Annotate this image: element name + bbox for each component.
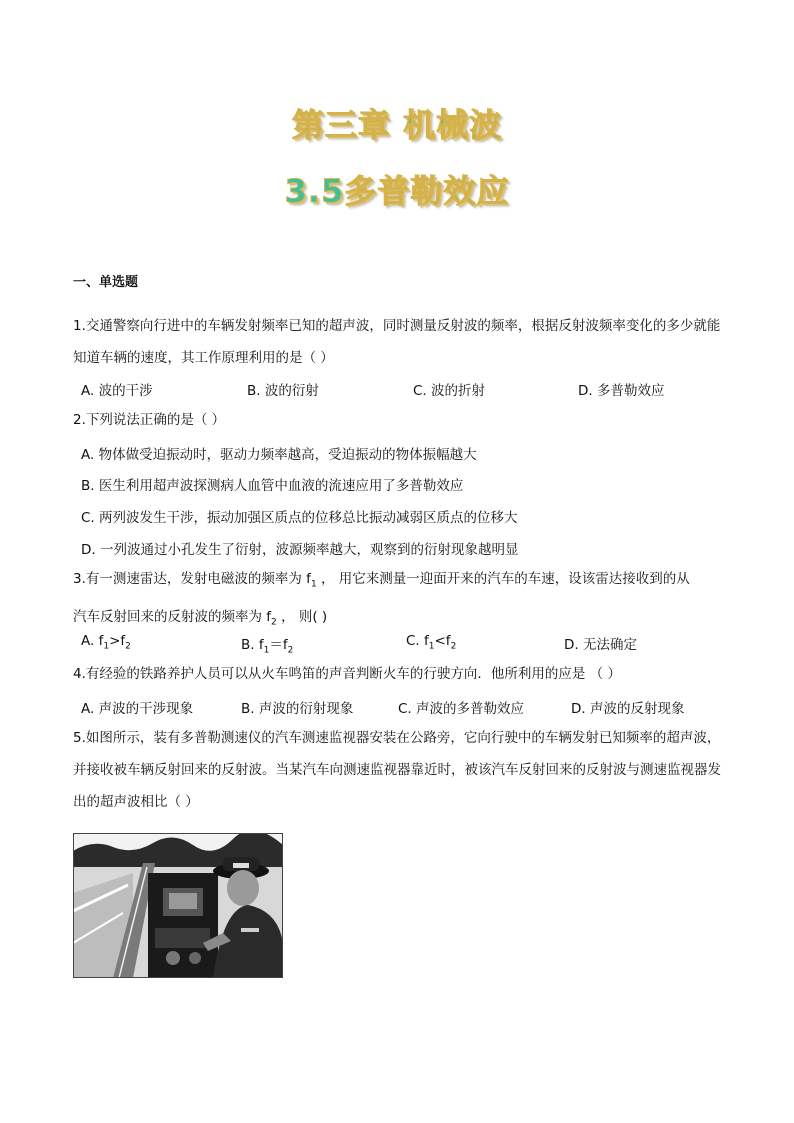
q2-option-d[interactable]: D. 一列波通过小孔发生了衍射，波源频率越大，观察到的衍射现象越明显 bbox=[81, 542, 519, 558]
q4-option-a[interactable]: A. 声波的干涉现象 bbox=[81, 701, 194, 717]
q3-option-d[interactable]: D. 无法确定 bbox=[564, 637, 637, 653]
q1-option-c[interactable]: C. 波的折射 bbox=[413, 383, 486, 399]
chapter-title: 第三章 机械波 bbox=[291, 106, 503, 144]
q2-option-a[interactable]: A. 物体做受迫振动时，驱动力频率越高，受迫振动的物体振幅越大 bbox=[81, 447, 477, 463]
q4-option-c[interactable]: C. 声波的多普勒效应 bbox=[398, 701, 525, 717]
q2-option-b[interactable]: B. 医生利用超声波探测病人血管中血液的流速应用了多普勒效应 bbox=[81, 478, 464, 494]
section-heading: 一、单选题 bbox=[73, 275, 139, 290]
question-3-line-1: 3.有一测速雷达，发射电磁波的频率为 $f_1$ ， 用它来测量一迎面开来的汽车的车速，设该雷达接收到的从 bbox=[73, 571, 690, 590]
speed-monitor-photo bbox=[73, 833, 283, 978]
lesson-title: 3.5多普勒效应 bbox=[284, 172, 510, 210]
question-2: 2.下列说法正确的是（ ） bbox=[73, 412, 226, 428]
q4-option-d[interactable]: D. 声波的反射现象 bbox=[571, 701, 685, 717]
q4-option-b[interactable]: B. 声波的衍射现象 bbox=[241, 701, 354, 717]
q3-option-a[interactable]: A. $f_1>f_2$ bbox=[81, 633, 131, 652]
q1-option-a[interactable]: A. 波的干涉 bbox=[81, 383, 153, 399]
question-3 bbox=[73, 563, 723, 638]
q1-option-b[interactable]: B. 波的衍射 bbox=[247, 383, 319, 399]
question-1: 1.交通警察向行进中的车辆发射频率已知的超声波，同时测量反射波的频率，根据反射波频率变化的多少就能知道车辆的速度，其工作原理利用的是（ ） bbox=[73, 318, 721, 366]
q3-option-b[interactable]: B. $f_1=f_2$ bbox=[241, 637, 294, 656]
question-5: 5.如图所示，装有多普勒测速仪的汽车测速监视器安装在公路旁，它向行驶中的车辆发射已知频率的超声波，并接收被车辆反射回来的反射波。当某汽车向测速监视器靠近时，被该汽车反射回来的反射波与测速监视器发出的超声波相比（ ） bbox=[73, 730, 721, 810]
question-4: 4.有经验的铁路养护人员可以从火车鸣笛的声音判断火车的行驶方向．他所利用的应是 （ ） bbox=[73, 666, 621, 682]
q2-option-c[interactable]: C. 两列波发生干涉，振动加强区质点的位移总比振动减弱区质点的位移大 bbox=[81, 510, 518, 526]
question-3-line-2: 汽车反射回来的反射波的频率为 $f_2$ ， 则( ) bbox=[73, 608, 328, 628]
q1-option-d[interactable]: D. 多普勒效应 bbox=[578, 383, 665, 399]
q3-option-c[interactable]: C. $f_1<f_2$ bbox=[406, 633, 457, 652]
